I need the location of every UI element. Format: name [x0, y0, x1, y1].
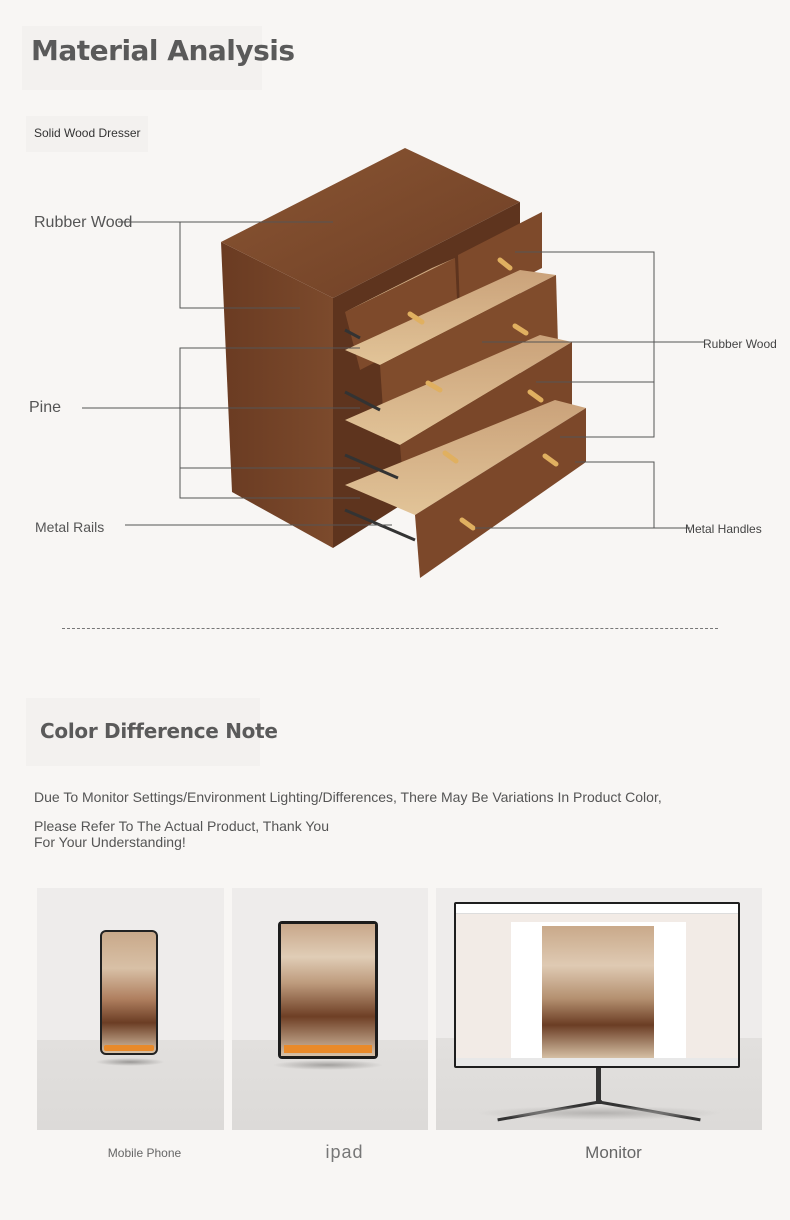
label-metal-handles: Metal Handles — [685, 522, 762, 536]
monitor-shadow — [476, 1106, 722, 1120]
label-pine: Pine — [29, 399, 62, 416]
ipad-panel — [232, 888, 428, 1130]
dresser-illustration — [0, 140, 790, 590]
monitor-screen — [454, 902, 740, 1068]
material-title: Material Analysis — [31, 34, 295, 67]
caption-ipad: ipad — [325, 1142, 364, 1162]
color-note-line-1: Due To Monitor Settings/Environment Lighting/Differences, There May Be Variations In Product Color, — [34, 789, 662, 805]
label-rubber-wood-right: Rubber Wood — [703, 337, 777, 351]
color-note-line-3: For Your Understanding! — [34, 834, 186, 850]
monitor-stand-neck — [596, 1068, 601, 1104]
section-divider — [62, 628, 718, 629]
caption-monitor: Monitor — [585, 1143, 642, 1162]
ipad-shadow — [272, 1060, 384, 1070]
mobile-phone-panel — [37, 888, 224, 1130]
label-rubber-wood-left: Rubber Wood — [34, 214, 133, 231]
phone-shadow — [95, 1058, 165, 1066]
phone-device — [100, 930, 158, 1055]
dresser-subtitle: Solid Wood Dresser — [34, 126, 141, 140]
monitor-panel — [436, 888, 762, 1130]
label-metal-rails: Metal Rails — [35, 519, 105, 535]
ipad-device — [278, 921, 378, 1059]
color-note-title: Color Difference Note — [40, 719, 278, 743]
caption-mobile-phone: Mobile Phone — [107, 1146, 182, 1160]
color-note-line-2: Please Refer To The Actual Product, Thank You — [34, 818, 329, 834]
